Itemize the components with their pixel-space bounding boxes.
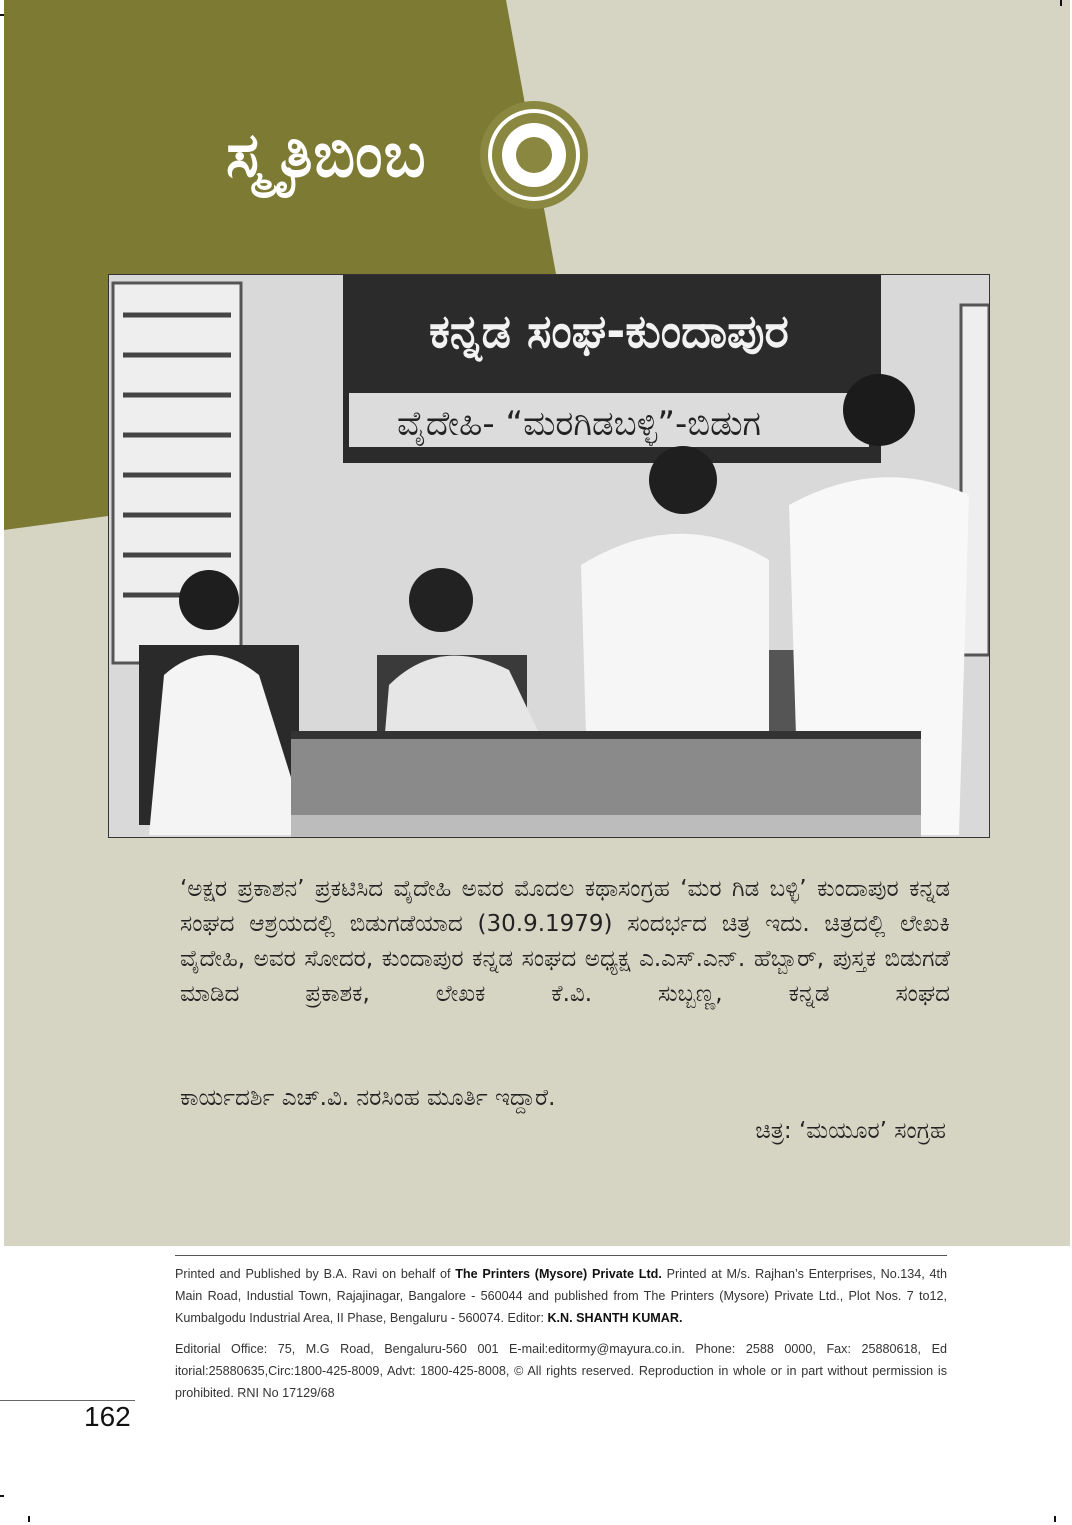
page-panel: [4, 0, 1070, 1246]
crop-mark: [1054, 1516, 1056, 1522]
crop-mark: [0, 14, 4, 16]
event-photo: [108, 274, 990, 838]
banner-line-1: ಕನ್ನಡ ಸಂಘ-ಕುಂದಾಪುರ: [429, 304, 789, 358]
photo-credit: ಚಿತ್ರ: ‘ಮಯೂರ’ ಸಂಗ್ರಹ: [755, 1118, 946, 1144]
photo-caption-last-line: ಕಾರ್ಯದರ್ಶಿ ಎಚ್.ವಿ. ನರಸಿಂಹ ಮೂರ್ತಿ ಇದ್ದಾರೆ.: [180, 1085, 556, 1111]
section-title: ಸ್ಮೃತಿಬಿಂಬ: [226, 118, 427, 191]
page-number: 162: [84, 1401, 131, 1432]
photo-caption: [180, 872, 950, 1012]
imprint-rule: [175, 1255, 947, 1256]
target-icon: [479, 100, 589, 210]
crop-mark: [0, 1495, 4, 1497]
crop-mark: [1060, 0, 1062, 6]
crop-mark: [28, 1516, 30, 1522]
caption-text: ‘ಅಕ್ಷರ ಪ್ರಕಾಶನ’ ಪ್ರಕಟಿಸಿದ ವೈದೇಹಿ ಅವರ ಮೊದಲ ಕಥಾಸಂಗ್ರಹ ‘ಮರ ಗಿಡ ಬಳ್ಳಿ’ ಕುಂದಾಪುರ ಕನ್ನಡ ಸಂಘದ ಆಶ್ರಯದಲ್ಲಿ ಬಿಡುಗಡೆಯಾದ (30.9.1979) ಸಂದರ್ಭದ ಚಿತ್ರ ಇದು. ಚಿತ್ರದಲ್ಲಿ ಲೇಖಕಿ ವೈದೇಹಿ, ಅವರ ಸೋದರ, ಕುಂದಾಪುರ ಕನ್ನಡ ಸಂಘದ ಅಧ್ಯಕ್ಷ ಎ.ಎಸ್.ಎನ್. ಹೆಬ್ಬಾರ್, ಪುಸ್ತಕ ಬಿಡುಗಡೆ ಮಾಡಿದ ಪ್ರಕಾಶಕ, ಲೇಖಕ ಕೆ.ವಿ. ಸುಬ್ಬಣ್ಣ, ಕನ್ನಡ ಸಂಘದ: [180, 876, 950, 1007]
imprint-publisher: Printed and Published by B.A. Ravi on behalf of The Printers (Mysore) Private Ltd. Printed at M/s. Rajhan’s Enterprises, No.134, 4th Main Road, Industial Town, Rajajinagar, Bangalore - 560044 and published from The Printers (Mysore) Private Ltd., Plot Nos. 7 to12, Kumbalgodu Industrial Area, II Phase, Bengaluru - 560074. Editor: K.N. SHANTH KUMAR.: [175, 1267, 947, 1325]
imprint-editorial: Editorial Office: 75, M.G Road, Bengaluru-560 001 E-mail:editormy@mayura.co.in. Phone: 2588 0000, Fax: 25880618, Ed itorial:25880635,Circ:1800-425-8009, Advt: 1800-425-8008, © All rights reserved. Reproduction in whole or in part without permission is prohibited. RNI No 17129/68: [175, 1342, 947, 1400]
banner-line-2: ವೈದೇಹಿ- “ಮರಗಿಡಬಳ್ಳಿ”-ಬಿಡುಗ: [397, 404, 761, 444]
